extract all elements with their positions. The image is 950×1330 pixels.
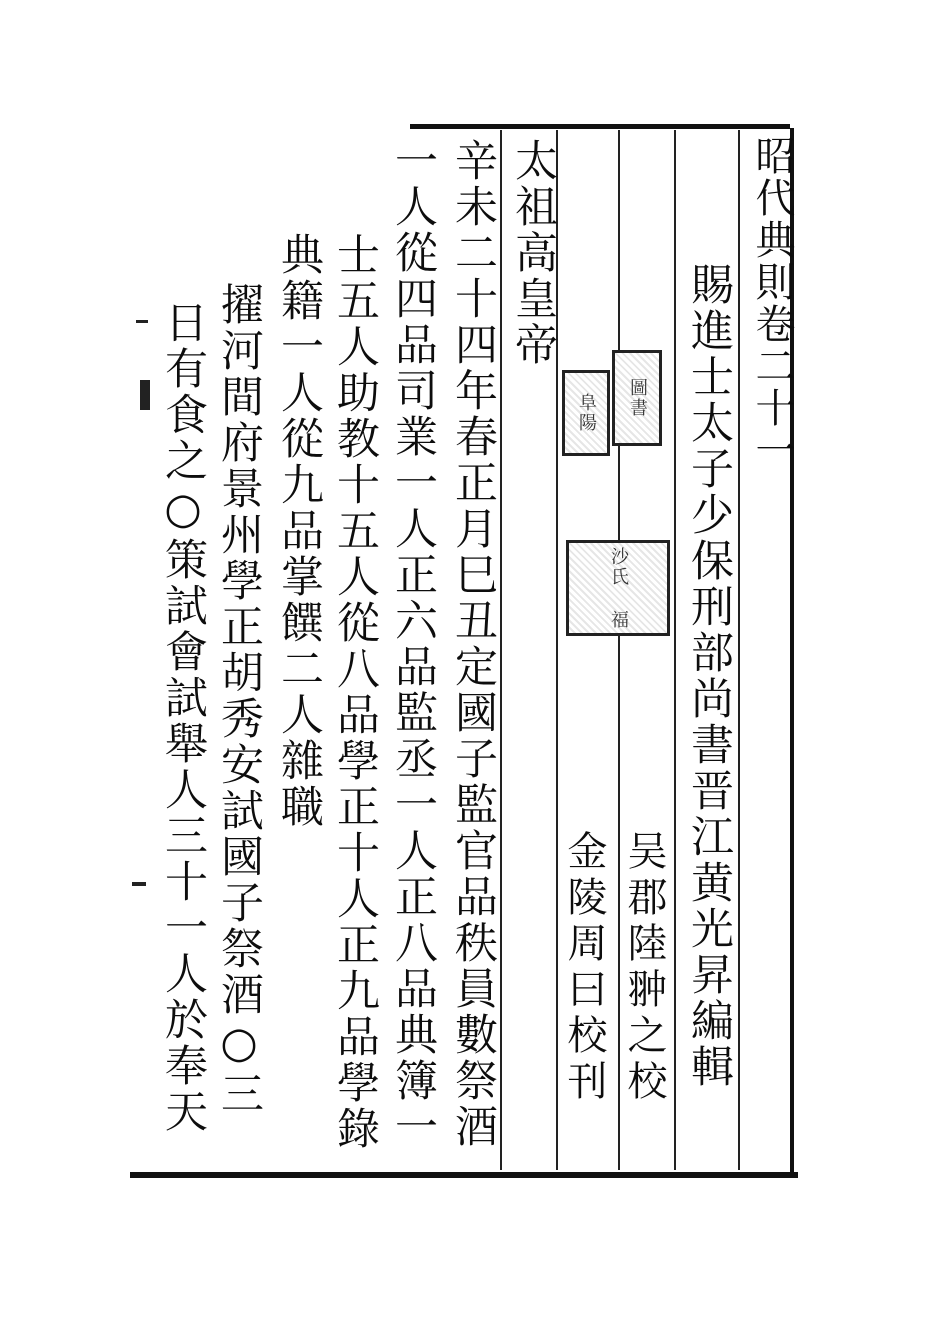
compiler-line: 賜進士太子少保刑部尚書晋江黄光昇編輯 xyxy=(684,262,734,1090)
column-divider xyxy=(674,130,676,1170)
text-column: 辛未二十四年春正月巳丑定國子監官品秩員數祭酒 xyxy=(448,138,498,1150)
seal-stamp: 圖書 xyxy=(612,350,662,446)
column-divider xyxy=(738,130,740,1170)
column-divider xyxy=(500,130,502,1170)
text-column: 擢河間府景州學正胡秀安試國子祭酒○三 xyxy=(214,282,264,1117)
ink-mark xyxy=(136,320,148,323)
text-column: 一人從四品司業一人正六品監丞一人正八品典簿一 xyxy=(388,138,438,1150)
emperor-heading: 太祖高皇帝 xyxy=(508,138,558,368)
bottom-border-rule xyxy=(130,1172,798,1178)
collator-line: 吴郡陸翀之校 xyxy=(621,830,667,1106)
top-border-rule xyxy=(410,124,790,129)
printer-line: 金陵周曰校刊 xyxy=(561,830,607,1106)
ink-mark xyxy=(140,380,150,410)
seal-stamp: 阜陽 xyxy=(562,370,610,456)
text-column: 典籍一人從九品掌饌二人雜職 xyxy=(274,232,324,830)
ink-mark xyxy=(132,882,146,886)
volume-title: 昭代典則卷二十一 xyxy=(749,135,795,471)
text-column: 日有食之○策試會試舉人三十一人於奉天 xyxy=(158,300,208,1135)
text-column: 士五人助教十五人從八品學正十人正九品學錄 xyxy=(330,232,380,1152)
seal-stamp: 沙氏 福 xyxy=(566,540,670,636)
